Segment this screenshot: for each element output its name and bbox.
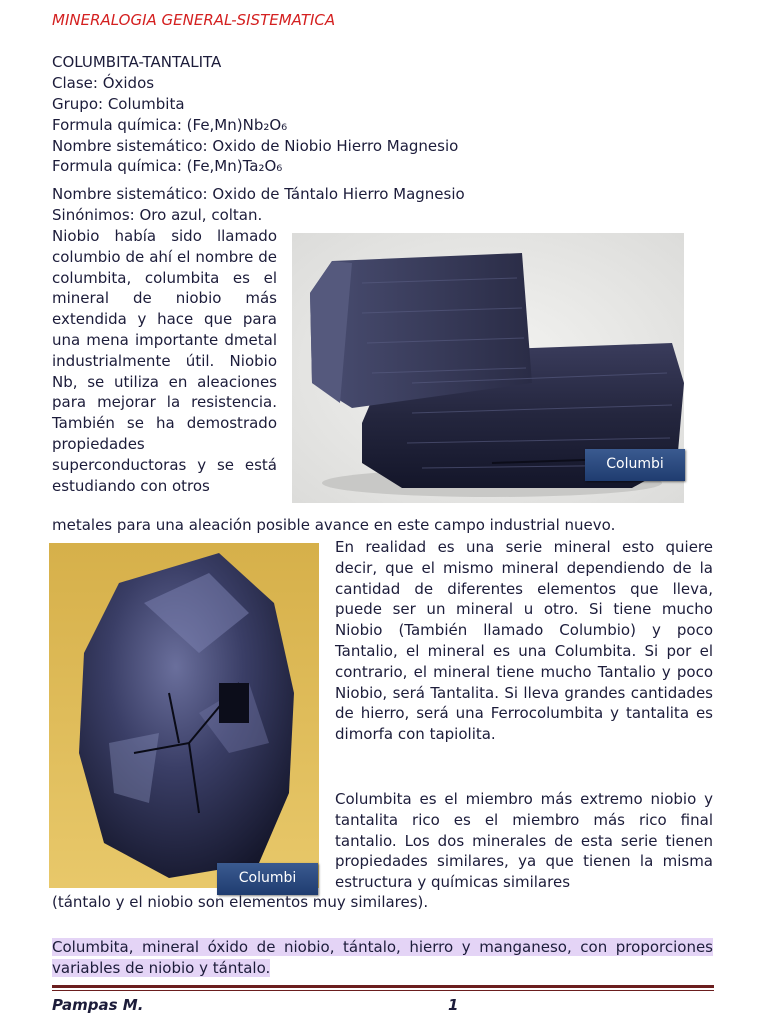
highlighted-summary-text: Columbita, mineral óxido de niobio, tántalo, hierro y manganeso, con proporciones variables de niobio y tántalo. — [52, 938, 713, 977]
page-header-title: MINERALOGIA GENERAL-SISTEMATICA — [52, 11, 336, 29]
paragraph-miembros-tail: (tántalo y el niobio son elementos muy similares). — [52, 893, 429, 911]
columbite-specimen-photo — [49, 543, 319, 888]
footer-author: Pampas M. — [52, 996, 144, 1014]
paragraph-niobio: Niobio había sido llamado columbio de ahí el nombre de columbita, columbita es el mineral de niobio más extendida y hace que para una mena importante dmetal industrialmente útil. Niobio Nb, se utiliza en aleaciones para mejorar la resistencia. También se ha demostrado propiedades superconductoras y se está estudiando con otros — [52, 227, 277, 495]
nombre-sistematico-tantalo: Nombre sistemático: Oxido de Tántalo Hierro Magnesio — [52, 185, 465, 203]
page-number: 1 — [448, 996, 459, 1014]
paragraph-niobio-tail: metales para una aleación posible avance en este campo industrial nuevo. — [52, 516, 616, 534]
nombre-sistematico-niobio: Nombre sistemático: Oxido de Niobio Hierro Magnesio — [52, 137, 459, 155]
mineral-grupo: Grupo: Columbita — [52, 95, 185, 113]
photo-caption-columbita-1: Columbi — [585, 449, 685, 481]
mineral-name: COLUMBITA-TANTALITA — [52, 53, 222, 71]
sinonimos: Sinónimos: Oro azul, coltan. — [52, 206, 263, 224]
footer-divider-thin — [52, 990, 714, 991]
formula-tantalo: Formula química: (Fe,Mn)Ta₂O₆ — [52, 157, 283, 175]
paragraph-miembros: Columbita es el miembro más extremo niobio y tantalita rico es el miembro más rico final tantalio. Los dos minerales de esta serie tienen propiedades similares, ya que tienen la misma estructura y químicas similares — [335, 790, 713, 892]
footer-divider-thick — [52, 985, 714, 988]
paragraph-serie-mineral: En realidad es una serie mineral esto quiere decir, que el mismo mineral dependiendo de la cantidad de diferentes elementos que lleva, puede ser un mineral u otro. Si tiene mucho Niobio (También llamado Columbio) y poco Tantalio, el mineral es una Columbita. Si por el contrario, el mineral tiene mucho Tantalio y poco Niobio, será Tantalita. Si lleva grandes cantidades de hierro, será una Ferrocolumbita y tantalita es dimorfa con tapiolita. — [335, 538, 713, 744]
formula-niobio: Formula química: (Fe,Mn)Nb₂O₆ — [52, 116, 288, 134]
mineral-clase: Clase: Óxidos — [52, 74, 155, 92]
photo-caption-columbita-2: Columbi — [217, 863, 318, 895]
highlighted-summary — [52, 937, 713, 979]
